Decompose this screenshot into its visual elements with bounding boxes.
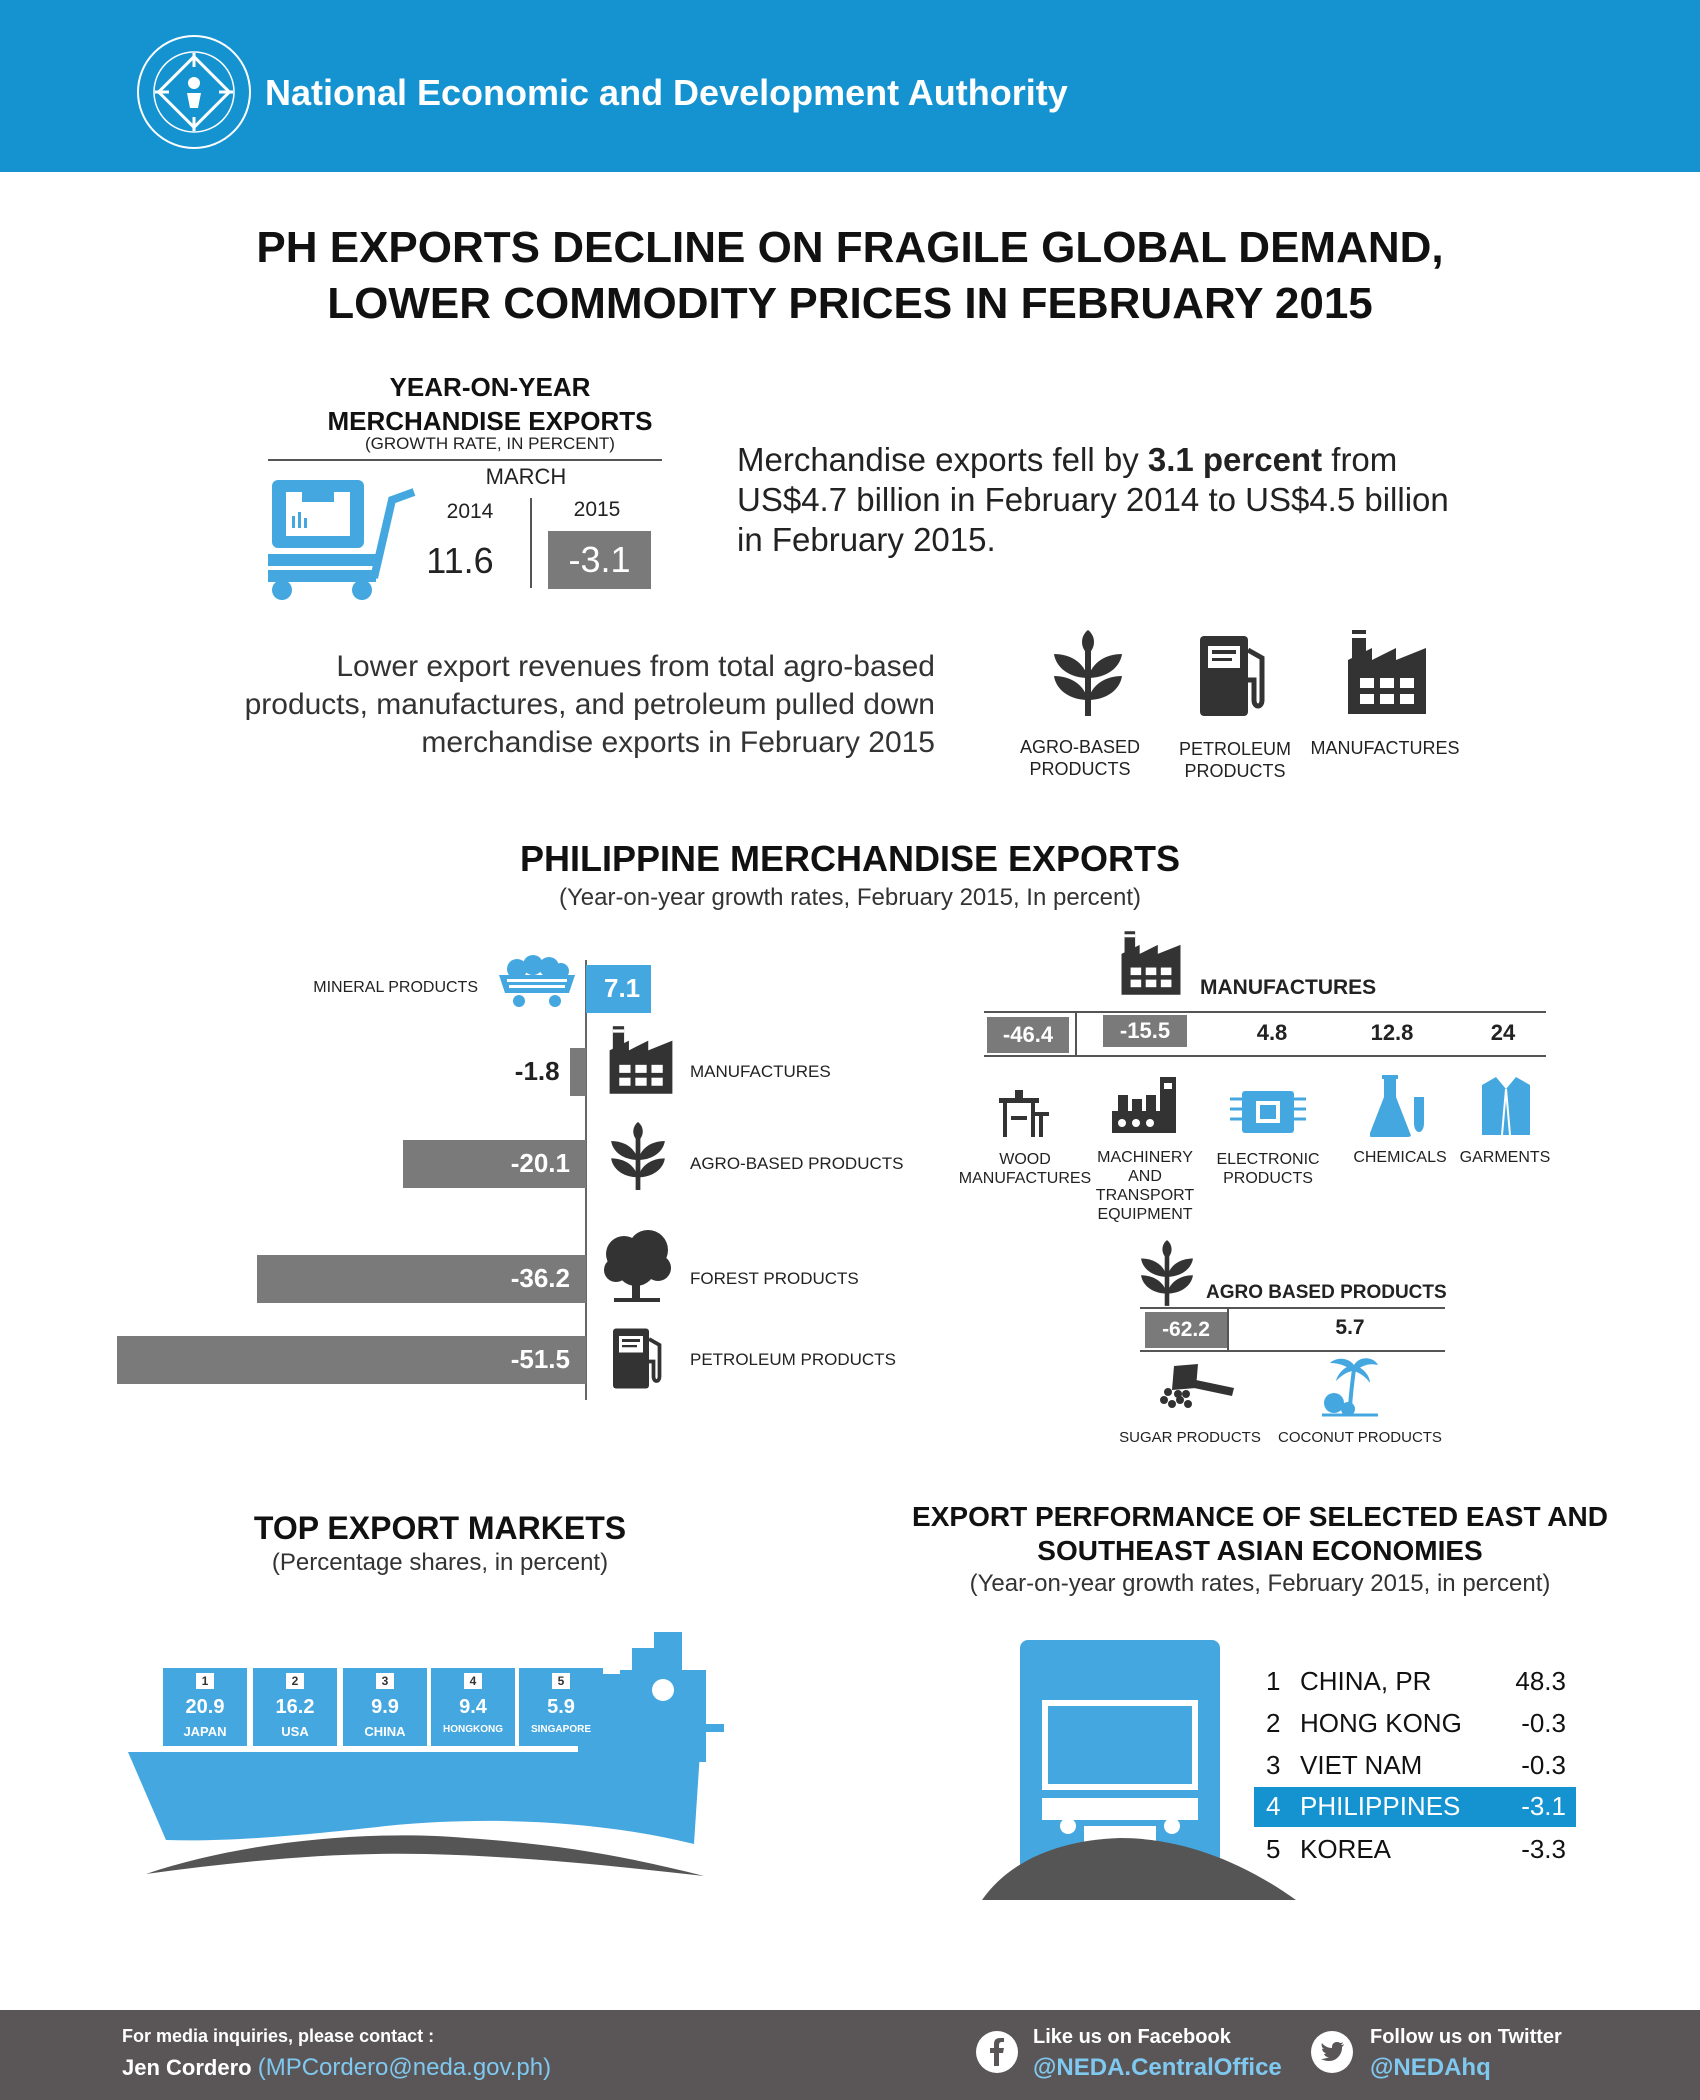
agro-value: 5.7	[1335, 1316, 1365, 1339]
market-country: HONGKONG	[443, 1724, 503, 1735]
fuel-pump-icon	[610, 1322, 670, 1392]
yoy-year-2015: 2015	[573, 498, 621, 521]
sugar-cane-icon	[1150, 1362, 1236, 1412]
asia-country: KOREA	[1300, 1834, 1392, 1864]
market-rank: 4	[464, 1673, 482, 1689]
twitter-icon[interactable]	[1310, 2030, 1354, 2074]
cat-machinery-line1: MACHINERY	[1097, 1149, 1193, 1166]
garment-icon	[1480, 1075, 1532, 1137]
cat-chemicals: CHEMICALS	[1353, 1149, 1447, 1166]
manufactures-title: MANUFACTURES	[1200, 976, 1377, 999]
asia-value: -3.3	[1521, 1834, 1566, 1864]
yoy-title	[270, 370, 710, 438]
asia-rank: 5	[1266, 1834, 1281, 1864]
petroleum-label-line2: PRODUCTS	[1184, 761, 1286, 781]
factory-icon	[1346, 630, 1428, 714]
yoy-title-line2: MERCHANDISE EXPORTS	[327, 406, 653, 436]
divider	[1075, 1013, 1077, 1055]
market-country: JAPAN	[183, 1724, 227, 1739]
market-rank: 1	[196, 1673, 214, 1689]
cat-electronic	[1203, 1150, 1333, 1188]
asia-country: CHINA, PR	[1300, 1666, 1432, 1696]
divider	[1140, 1307, 1445, 1309]
agro-label-line2: PRODUCTS	[1029, 759, 1131, 779]
contact	[122, 2054, 551, 2082]
cat-electronic-line1: ELECTRONIC	[1216, 1151, 1320, 1168]
yoy-value-2014: 11.6	[426, 540, 494, 581]
contact-email-link[interactable]: (MPCordero@neda.gov.ph)	[257, 2054, 552, 2081]
chart-category-label: MINERAL PRODUCTS	[313, 979, 478, 996]
manufactures-value: 24	[1490, 1020, 1516, 1045]
fuel-pump-icon	[1196, 630, 1276, 718]
market-rank: 5	[552, 1673, 570, 1689]
asia-value: 48.3	[1515, 1666, 1566, 1696]
chart-bar	[570, 1048, 586, 1096]
asia-value: -0.3	[1521, 1708, 1566, 1738]
chart-category-label: AGRO-BASED PRODUCTS	[690, 1154, 904, 1173]
drivers-line3: merchandise exports in February 2015	[421, 726, 935, 759]
petroleum-label-line1: PETROLEUM	[1178, 739, 1292, 759]
cat-wood-line2: MANUFACTURES	[958, 1170, 1092, 1187]
cat-machinery	[1085, 1148, 1205, 1224]
market-share-value: 9.4	[459, 1696, 487, 1718]
neda-logo-icon	[135, 33, 253, 151]
markets-title: TOP EXPORT MARKETS	[253, 1510, 627, 1546]
summary-highlight: 3.1 percent	[1147, 441, 1323, 478]
asia-title-line1: EXPORT PERFORMANCE OF SELECTED EAST AND	[912, 1501, 1608, 1532]
circuit-board-icon	[1228, 1085, 1308, 1139]
chart-category-label: FOREST PRODUCTS	[690, 1269, 859, 1288]
summary-line2: US$4.7 billion in February 2014 to US$4.5 billion	[737, 481, 1449, 518]
plant-icon	[1138, 1238, 1196, 1308]
drivers-line1: Lower export revenues from total agro-based	[336, 650, 935, 683]
summary-line1	[737, 440, 1597, 480]
market-share-value: 16.2	[275, 1696, 315, 1718]
yoy-title-line1: YEAR-ON-YEAR	[389, 372, 591, 402]
drivers-line2: products, manufactures, and petroleum pulled down	[244, 688, 935, 721]
coconut-tree-icon	[1320, 1355, 1382, 1417]
cat-machinery-line4: EQUIPMENT	[1097, 1206, 1193, 1223]
chair-desk-icon	[995, 1088, 1051, 1138]
divider	[268, 459, 662, 461]
chart-data-label: -1.8	[514, 1056, 560, 1086]
drivers-text	[130, 648, 935, 762]
chart-category-label: PETROLEUM PRODUCTS	[690, 1350, 896, 1369]
twitter-label: Follow us on Twitter	[1370, 2026, 1562, 2048]
yoy-subtitle: (GROWTH RATE, IN PERCENT)	[365, 434, 615, 453]
asia-rank: 2	[1266, 1708, 1281, 1738]
divider	[530, 498, 532, 588]
market-country: USA	[281, 1724, 309, 1739]
mine-cart-icon	[497, 955, 577, 1009]
asia-country: HONG KONG	[1300, 1708, 1462, 1738]
machinery-icon	[1110, 1075, 1180, 1137]
summary-text-c: from	[1322, 441, 1398, 478]
plant-icon	[608, 1120, 668, 1192]
manufactures-value: 12.8	[1370, 1020, 1414, 1045]
chart-category-label: MANUFACTURES	[690, 1062, 831, 1081]
contact-name: Jen Cordero	[122, 2055, 258, 2080]
agro-value: -62.2	[1145, 1312, 1227, 1348]
facebook-label: Like us on Facebook	[1033, 2026, 1231, 2048]
manufactures-value: 4.8	[1256, 1020, 1288, 1045]
yoy-month: MARCH	[485, 464, 567, 489]
cat-sugar: SUGAR PRODUCTS	[1119, 1429, 1261, 1446]
facebook-handle-link[interactable]: @NEDA.CentralOffice	[1033, 2054, 1282, 2081]
media-inquiries: For media inquiries, please contact :	[122, 2026, 435, 2046]
market-rank: 3	[376, 1673, 394, 1689]
asia-country: VIET NAM	[1300, 1750, 1423, 1780]
manufactures-value: -46.4	[987, 1017, 1069, 1053]
truck-icon	[980, 1640, 1300, 1900]
chart-data-label: -20.1	[510, 1148, 570, 1178]
asia-rank: 1	[1266, 1666, 1281, 1696]
summary-line3: in February 2015.	[737, 521, 996, 558]
market-share-value: 20.9	[185, 1696, 225, 1718]
page-title-line2: LOWER COMMODITY PRICES IN FEBRUARY 2015	[327, 279, 1373, 328]
divider	[984, 1055, 1546, 1057]
asia-title	[880, 1500, 1640, 1568]
phil-exports-subtitle: (Year-on-year growth rates, February 2015, In percent)	[558, 884, 1142, 911]
divider	[984, 1011, 1546, 1013]
agro-label-line1: AGRO-BASED	[1019, 737, 1141, 757]
asia-title-line2: SOUTHEAST ASIAN ECONOMIES	[1037, 1535, 1483, 1566]
plant-icon	[1050, 628, 1126, 718]
asia-rank: 4	[1266, 1791, 1281, 1821]
cat-electronic-line2: PRODUCTS	[1223, 1170, 1313, 1187]
divider	[1227, 1309, 1229, 1350]
cat-garments: GARMENTS	[1459, 1149, 1551, 1166]
cat-coconut: COCONUT PRODUCTS	[1278, 1429, 1442, 1446]
cat-machinery-line3: TRANSPORT	[1095, 1187, 1195, 1204]
petroleum-label	[1160, 738, 1310, 782]
market-country: SINGAPORE	[530, 1724, 591, 1735]
twitter-handle-link[interactable]: @NEDAhq	[1370, 2054, 1491, 2081]
page-title	[0, 220, 1700, 332]
agro-label	[1010, 736, 1150, 780]
cat-machinery-line2: AND	[1128, 1168, 1162, 1185]
chemicals-flask-icon	[1370, 1075, 1432, 1139]
chart-data-label: -36.2	[510, 1263, 570, 1293]
asia-value: -3.1	[1521, 1791, 1566, 1821]
cart-icon	[262, 470, 422, 604]
agro-title: AGRO BASED PRODUCTS	[1206, 1282, 1447, 1303]
org-name: National Economic and Development Authority	[265, 72, 1068, 113]
factory-icon	[1120, 928, 1182, 998]
asia-country: PHILIPPINES	[1300, 1791, 1461, 1821]
manufactures-value: -15.5	[1103, 1015, 1187, 1047]
yoy-value-2015: -3.1	[548, 531, 651, 589]
markets-subtitle: (Percentage shares, in percent)	[271, 1549, 609, 1576]
facebook-icon[interactable]	[975, 2030, 1019, 2074]
cat-wood-line1: WOOD	[999, 1151, 1051, 1168]
divider	[1140, 1350, 1445, 1352]
market-share-value: 5.9	[547, 1696, 575, 1718]
asia-rank: 3	[1266, 1750, 1281, 1780]
cat-wood	[955, 1150, 1095, 1188]
chart-data-label: -51.5	[510, 1344, 570, 1374]
manufactures-label: MANUFACTURES	[1310, 738, 1460, 758]
yoy-year-2014: 2014	[446, 500, 494, 523]
phil-exports-title: PHILIPPINE MERCHANDISE EXPORTS	[519, 838, 1181, 879]
page-title-line1: PH EXPORTS DECLINE ON FRAGILE GLOBAL DEMAND,	[256, 223, 1444, 272]
factory-icon	[608, 1025, 674, 1095]
summary-text-a: Merchandise exports fell by	[737, 441, 1148, 478]
market-rank: 2	[286, 1673, 304, 1689]
market-share-value: 9.9	[371, 1696, 399, 1718]
chart-data-label: 7.1	[604, 973, 641, 1003]
asia-value: -0.3	[1521, 1750, 1566, 1780]
summary-text	[737, 440, 1597, 560]
market-country: CHINA	[364, 1724, 406, 1739]
tree-icon	[600, 1228, 674, 1304]
asia-subtitle: (Year-on-year growth rates, February 2015, in percent)	[969, 1570, 1551, 1597]
